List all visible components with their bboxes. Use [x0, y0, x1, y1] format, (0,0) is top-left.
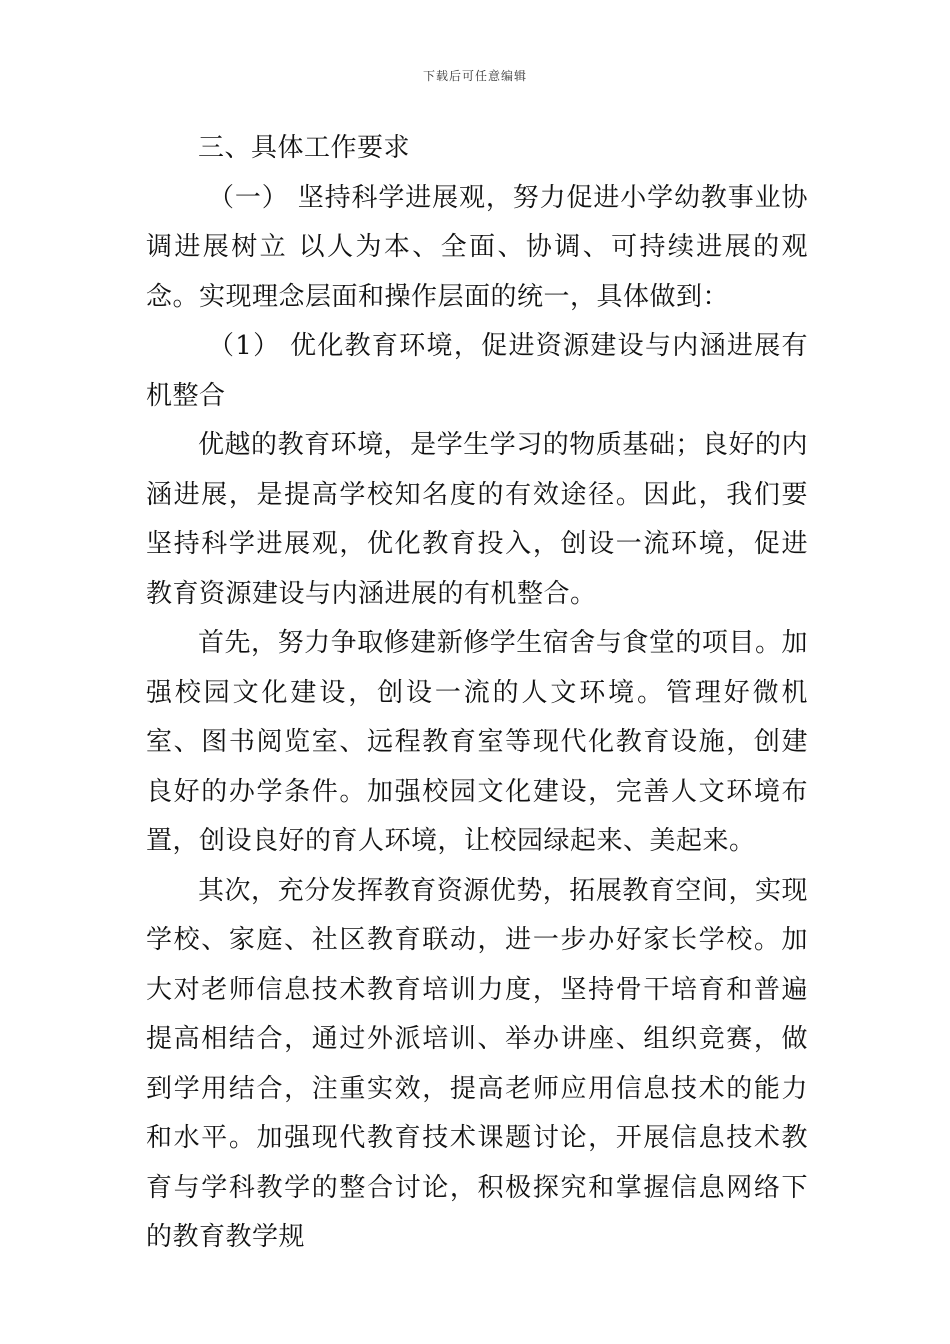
- body-paragraph-1: 优越的教育环境，是学生学习的物质基础；良好的内涵进展，是提高学校知名度的有效途径。因此，我们要坚持科学进展观，优化教育投入，创设一流环境，促进教育资源建设与内涵进展的有机整合。: [146, 430, 808, 609]
- section-heading: 三、具体工作要求: [198, 133, 411, 163]
- subsection-paragraph: （一） 坚持科学进展观，努力促进小学幼教事业协调进展树立 以人为本、全面、协调、可持续进展的观念。实现理念层面和操作层面的统一，具体做到：: [146, 182, 808, 312]
- body-paragraph-3: 其次，充分发挥教育资源优势，拓展教育空间，实现学校、家庭、社区教育联动，进一步办好家长学校。加大对老师信息技术教育培训力度，坚持骨干培育和普遍提高相结合，通过外派培训、举办讲座、组织竞赛，做到学用结合，注重实效，提高老师应用信息技术的能力和水平。加强现代教育技术课题讨论，开展信息技术教育与学科教学的整合讨论，积极探究和掌握信息网络下的教育教学规: [146, 875, 808, 1252]
- document-body: [146, 124, 808, 1263]
- item-paragraph: （1） 优化教育环境，促进资源建设与内涵进展有机整合: [146, 331, 808, 411]
- body-paragraph-2: 首先，努力争取修建新修学生宿舍与食堂的项目。加强校园文化建设，创设一流的人文环境。管理好微机室、图书阅览室、远程教育室等现代化教育设施，创建良好的办学条件。加强校园文化建设，完善人文环境布置，创设良好的育人环境，让校园绿起来、美起来。: [146, 628, 808, 856]
- page-header: 下载后可任意编辑: [422, 69, 527, 83]
